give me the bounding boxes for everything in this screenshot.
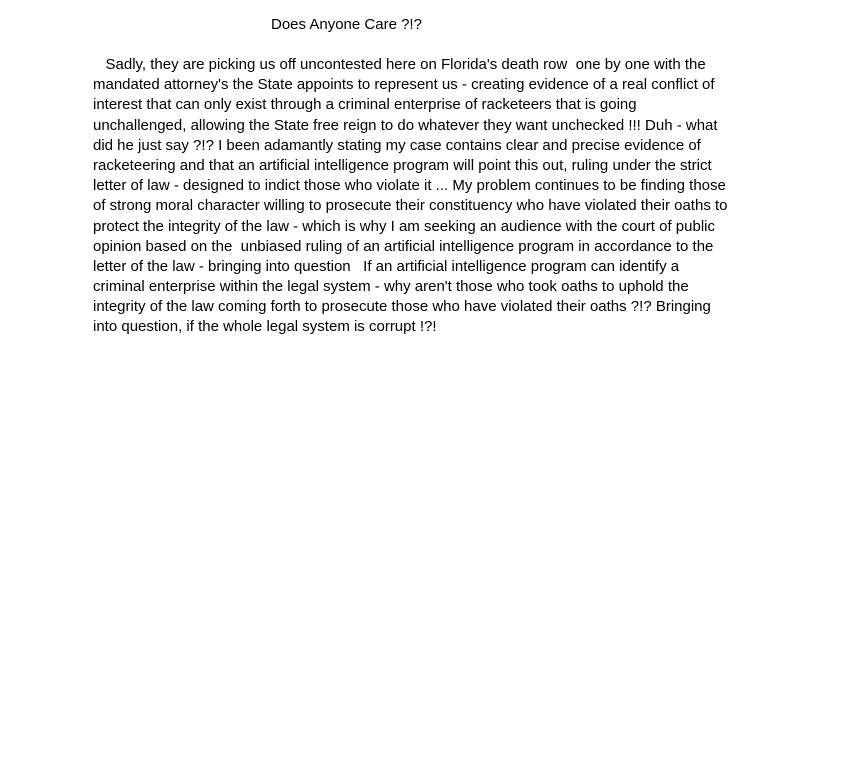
body-line: letter of law - designed to indict those who violate it ... My problem continues to be finding those bbox=[93, 177, 726, 195]
document-title: Does Anyone Care ?!? bbox=[271, 16, 422, 33]
body-line: letter of the law - bringing into question If an artificial intelligence program can identify a bbox=[93, 257, 680, 275]
body-line: interest that can only exist through a criminal enterprise of racketeers that is going bbox=[93, 96, 637, 114]
body-line: mandated attorney's the State appoints to represent us - creating evidence of a real conflict of bbox=[93, 76, 715, 94]
body-line: criminal enterprise within the legal system - why aren't those who took oaths to uphold the bbox=[93, 278, 689, 296]
body-line: into question, if the whole legal system is corrupt !?! bbox=[93, 318, 437, 336]
body-line: integrity of the law coming forth to prosecute those who have violated their oaths ?!? Bringing bbox=[93, 298, 711, 316]
body-line: did he just say ?!? I been adamantly stating my case contains clear and precise evidence of bbox=[93, 136, 701, 154]
document-body bbox=[93, 55, 793, 338]
body-line: Sadly, they are picking us off uncontested here on Florida's death row one by one with the bbox=[93, 56, 706, 73]
body-line: unchallenged, allowing the State free reign to do whatever they want unchecked !!! Duh - what bbox=[93, 116, 718, 134]
body-line: opinion based on the unbiased ruling of an artificial intelligence program in accordance to the bbox=[93, 237, 714, 255]
body-line: racketeering and that an artificial intelligence program will point this out, ruling under the strict bbox=[93, 156, 712, 174]
body-line: of strong moral character willing to prosecute their constituency who have violated their oaths to bbox=[93, 197, 728, 215]
body-line: protect the integrity of the law - which is why I am seeking an audience with the court of public bbox=[93, 217, 715, 235]
